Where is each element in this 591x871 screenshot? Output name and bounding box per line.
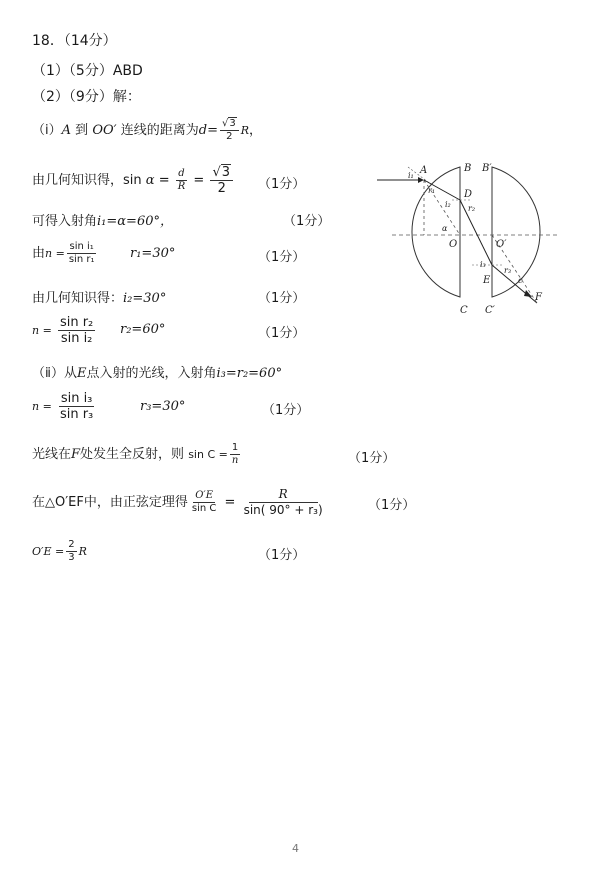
l8-num: sin i₃: [60, 391, 93, 406]
line-11: [32, 536, 87, 568]
l9-f: F: [71, 447, 81, 462]
l1-den: 2: [226, 131, 233, 142]
l2-eq2: =: [193, 173, 205, 188]
optics-diagram: [372, 155, 562, 325]
l1-prefix: （ⅰ）: [32, 123, 62, 138]
l3-value: i₁=α=60°，: [97, 214, 173, 229]
l9-text2: 处发生全反射，则: [80, 447, 185, 462]
l2-points: （1分）: [258, 177, 306, 192]
l9-den: n: [231, 455, 239, 466]
l8-n: n =: [32, 400, 52, 413]
label-i2: i₂: [445, 200, 451, 209]
l11-num: 2: [68, 539, 75, 550]
l7-prefix: （ⅱ）从: [32, 366, 77, 381]
l4-num: sin i₁: [69, 241, 94, 252]
label-o: O: [449, 239, 458, 250]
l1-text: 连线的距离为: [120, 123, 199, 138]
l2-eq: =: [158, 173, 170, 188]
l11-lhs: O′E =: [32, 545, 65, 558]
label-b-prime: B′: [482, 163, 492, 174]
l9-fraction: [230, 442, 240, 467]
l1-end: ，: [249, 123, 263, 138]
l10-points: （1分）: [368, 498, 416, 513]
l10-fraction-1: [190, 490, 219, 515]
label-e: E: [483, 275, 491, 286]
l10-num2: R: [249, 487, 318, 503]
l4-value: r₁=30°: [130, 246, 176, 261]
l2-alpha: α: [145, 173, 155, 188]
l9-num: 1: [231, 442, 239, 453]
line-5: [32, 287, 166, 306]
l1-sqrt-value: 3: [229, 118, 236, 129]
l2-num: d: [178, 168, 185, 179]
line-8: [32, 388, 97, 426]
l1-r: R: [240, 124, 250, 137]
l5-text: 由几何知识得：: [32, 291, 124, 306]
incident-arrow: [418, 177, 424, 183]
l11-r: R: [78, 545, 87, 558]
label-r3: r₃: [504, 266, 512, 275]
l1-point-a: A: [61, 123, 72, 138]
l10-den2: sin( 90° + r₃): [243, 503, 323, 517]
l10-eq: =: [224, 495, 236, 510]
l4-points: （1分）: [258, 250, 306, 265]
label-i3: i₃: [480, 260, 486, 269]
l1-d: d=: [198, 123, 218, 138]
label-o-prime: O′: [496, 239, 507, 250]
line-10: [32, 484, 327, 522]
l5-value: i₂=30°: [123, 291, 167, 306]
l2-den: R: [177, 181, 186, 192]
exit-arrow: [524, 290, 532, 297]
label-r1: r₁: [428, 186, 436, 195]
question-number: 18．（14分）: [32, 33, 117, 49]
l8-value: r₃=30°: [140, 399, 186, 414]
l10-fraction-2: [242, 487, 325, 518]
page-number: 4: [292, 842, 299, 855]
label-c: C: [460, 305, 468, 316]
l6-n: n =: [32, 324, 52, 337]
line-3: [32, 210, 173, 229]
l1-to: 到: [75, 123, 89, 138]
l10-num: O′E: [195, 490, 214, 501]
label-b: B: [464, 163, 472, 174]
l3-points: （1分）: [283, 214, 331, 229]
label-d: D: [464, 189, 473, 200]
label-c-prime: C′: [485, 305, 495, 316]
l7-value: i₃=r₂=60°: [216, 366, 283, 381]
l1-oo-line: OO′: [92, 123, 117, 138]
l1-fraction: $\frac{√3}{2}$: [220, 118, 239, 143]
label-alpha: α: [442, 224, 448, 233]
label-c-angle: c: [518, 276, 523, 285]
label-f: F: [535, 292, 542, 303]
l10-text: 在△O′EF中，由正弦定理得: [32, 495, 188, 510]
l7-e: E: [76, 366, 87, 381]
right-semicircle: [492, 167, 540, 297]
line-2: [32, 164, 235, 198]
line-9: [32, 438, 242, 472]
l4-den: sin r₁: [68, 254, 95, 265]
ray-e-to-f: [492, 265, 537, 303]
l7-text: 点入射的光线，入射角: [86, 366, 217, 381]
l2-den2: 2: [217, 181, 226, 196]
l3-text: 可得入射角: [32, 214, 98, 229]
l6-num: sin r₂: [59, 315, 94, 330]
l6-points: （1分）: [258, 326, 306, 341]
line-6: [32, 312, 97, 350]
l8-den: sin r₃: [59, 407, 94, 422]
label-i1: i₁: [408, 171, 414, 180]
label-r2: r₂: [468, 204, 476, 213]
part-2-heading: （2）（9分）解：: [32, 89, 141, 105]
part-1-answer: （1）（5分）ABD: [32, 63, 143, 79]
line-1: [32, 116, 262, 146]
l4-n: n =: [45, 247, 65, 260]
ray-d-to-e: [460, 200, 492, 265]
l6-fraction: [58, 315, 95, 346]
l5-points: （1分）: [258, 291, 306, 306]
l4-prefix: 由: [32, 246, 46, 261]
l11-fraction: [66, 539, 76, 564]
label-a: A: [420, 165, 428, 176]
l6-den: sin i₂: [60, 331, 93, 346]
l9-points: （1分）: [348, 451, 396, 466]
l11-den: 3: [68, 552, 75, 563]
line-7: [32, 362, 282, 381]
l8-fraction: [58, 391, 95, 422]
l2-fraction-sqrt: $\frac{√3}{2}$: [210, 165, 233, 196]
l2-text: 由几何知识得，sin: [32, 173, 142, 188]
l11-points: （1分）: [258, 548, 306, 563]
line-4: [32, 238, 98, 270]
l6-value: r₂=60°: [120, 322, 166, 337]
l2-sqrt-value: 3: [221, 165, 231, 180]
l10-den: sin C: [191, 503, 217, 514]
l2-fraction-d-r: [176, 168, 188, 193]
l9-sin-c: sin C =: [188, 448, 228, 461]
l4-fraction: [67, 241, 97, 266]
l9-text: 光线在: [32, 447, 72, 462]
l8-points: （1分）: [262, 403, 310, 418]
